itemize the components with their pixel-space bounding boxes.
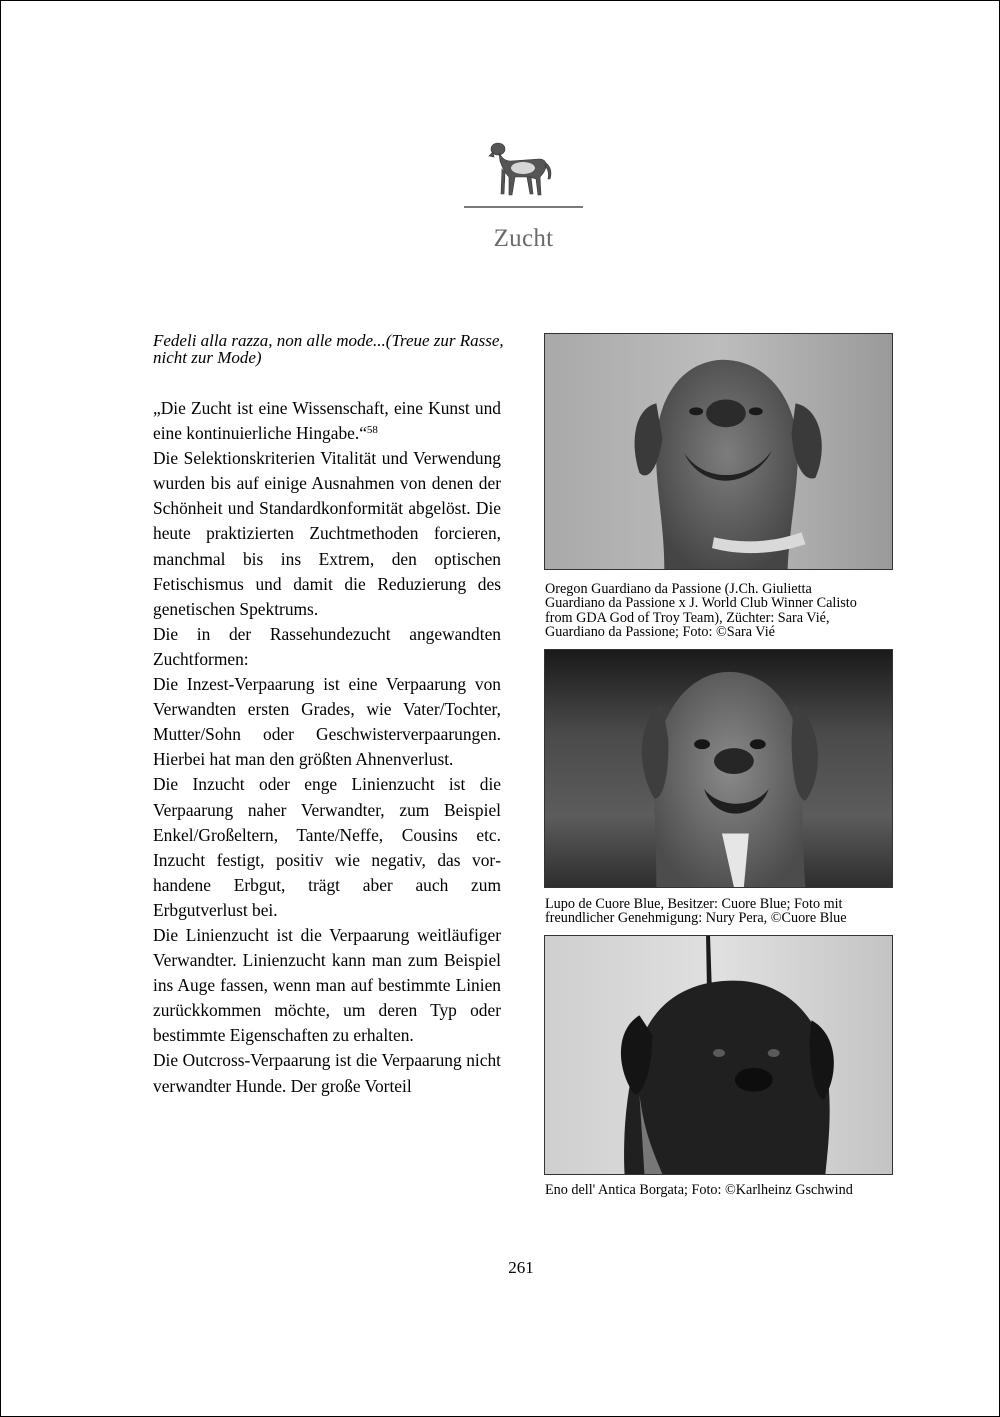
footnote-marker: 58: [366, 424, 378, 437]
caption-line: Guardiano da Passione; Foto: ©Sara Vié: [545, 624, 775, 641]
photo-caption: [545, 582, 905, 640]
caption-line: Lupo de Cuore Blue, Besitzer: Cuore Blue; Foto mit: [545, 896, 843, 912]
photo-caption: [545, 1183, 905, 1197]
body-paragraph: Die Inzucht oder enge Linienzucht ist die Verpaarung naher Verwandter, zum Beispiel Enkel/Großeltern, Tante/Neffe, Cousins etc. Inzucht festigt, positiv wie negativ, das vorhandene Erbgut, trägt aber auch zum Erbgutverlust bei.: [153, 774, 501, 920]
caption-line: freundlicher Genehmigung: Nury Pera, ©Cuore Blue: [545, 910, 847, 927]
body-paragraph: Die in der Rassehundezucht angewandten Zuchtformen:: [153, 623, 501, 669]
quote-paragraph: [153, 396, 501, 446]
chapter-motto: Fedeli alla razza, non alle mode...(Treue zur Rasse, nicht zur Mode): [153, 331, 504, 367]
body-text: [153, 396, 501, 1099]
caption-line: from GDA God of Troy Team), Züchter: Sara Vié,: [545, 609, 830, 626]
body-paragraph: Die Linienzucht ist die Verpaarung weitläufiger Verwandter. Linienzucht kann man zum Beispiel ins Auge fassen, wenn man auf bestimmte Linien zurückkommen möchte, um deren Typ oder bestimmte Eigenschaften zu erhalten.: [153, 924, 501, 1046]
photo-caption: [545, 897, 905, 926]
mastiff-dog-logo-icon: [485, 139, 555, 201]
body-paragraph: Die Inzest-Verpaarung ist eine Verpaarung von Verwandten ersten Grades, wie Vater/Tochter, Mutter/Sohn oder Geschwisterverpaarungen. Hierbei hat man den größten Ahnenverlust.: [153, 674, 501, 770]
body-paragraph: Die Selektionskriterien Vitalität und Verwendung wurden bis auf einige Ausnahmen von denen der Schönheit und Standardkonformität abgelöst. Die heute praktizierten Zuchtmethoden forcieren, manchmal bis ins Extrem, den optischen Fetischismus und damit die Reduzierung des genetischen Spektrums.: [153, 448, 501, 619]
title-divider: [464, 206, 583, 208]
caption-line: Oregon Guardiano da Passione (J.Ch. Giulietta: [545, 581, 812, 597]
puppy-photo-eno: [544, 935, 893, 1175]
caption-line: Guardiano da Passione x J. World Club Winner Calisto: [545, 595, 857, 612]
body-paragraph: Die Outcross-Verpaarung ist die Verpaarung nicht verwandter Hunde. Der große Vorteil: [153, 1050, 501, 1096]
quote-text: „Die Zucht ist eine Wissenschaft, eine Kunst und eine kontinuierliche Hingabe.“: [153, 398, 501, 444]
puppy-photo-oregon: [544, 333, 893, 570]
caption-line: Eno dell' Antica Borgata; Foto: ©Karlheinz Gschwind: [545, 1182, 853, 1198]
page-number: 261: [508, 1258, 534, 1277]
puppy-photo-lupo: [544, 649, 893, 888]
page-title: Zucht: [493, 225, 554, 252]
